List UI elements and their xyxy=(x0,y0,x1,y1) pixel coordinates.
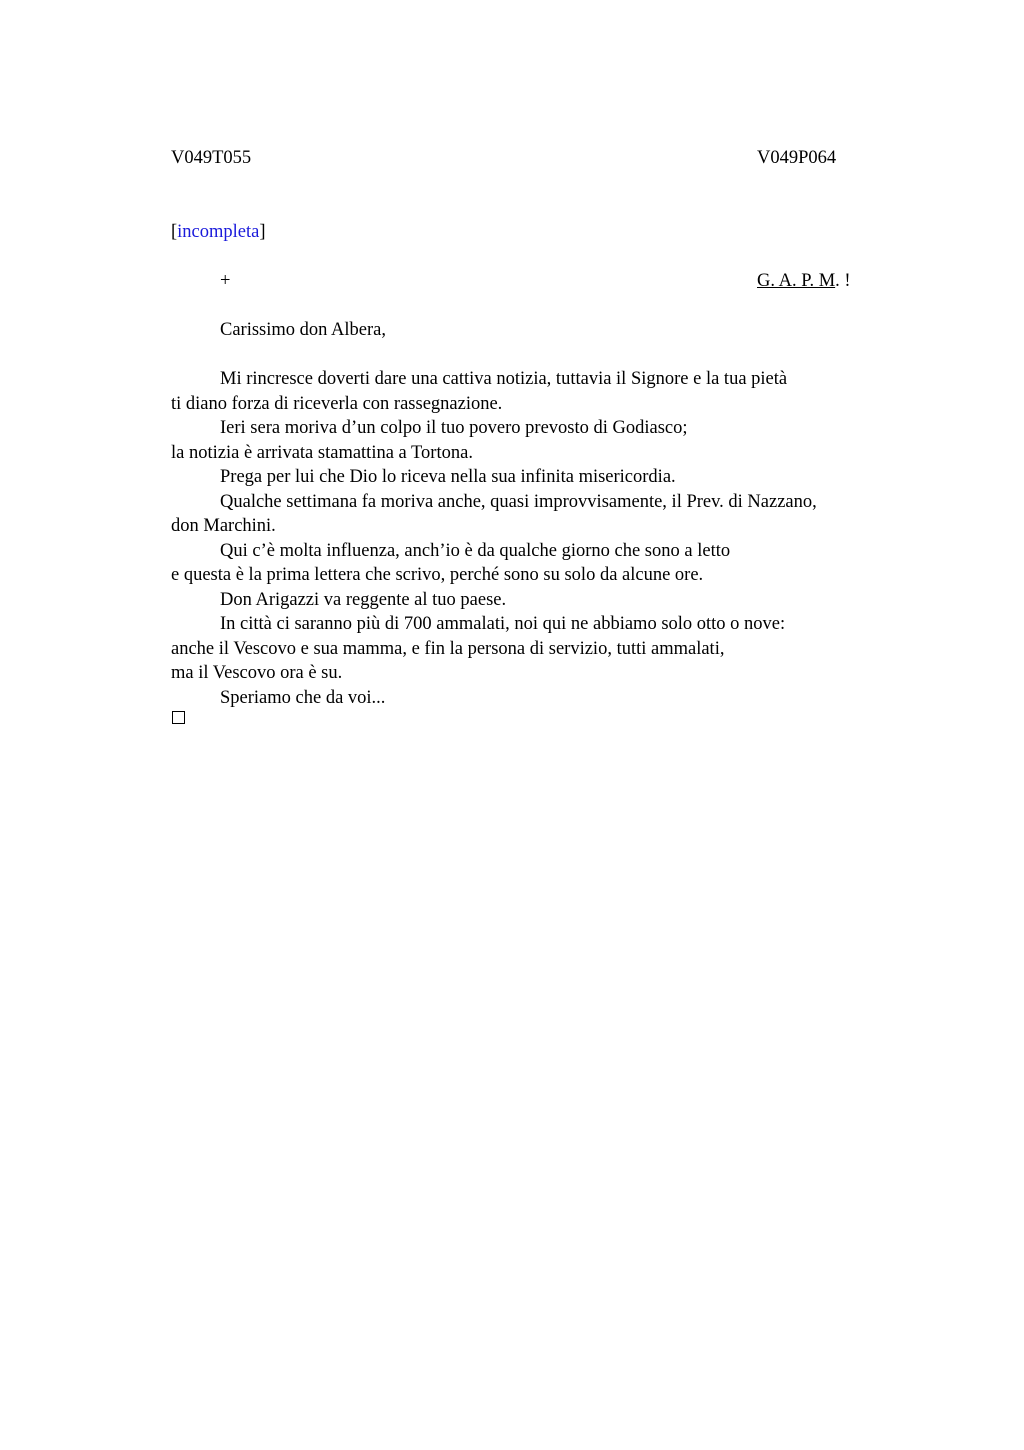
body-line: Qui c’è molta influenza, anch’io è da qualche giorno che sono a letto xyxy=(220,540,731,561)
body-line: anche il Vescovo e sua mamma, e fin la persona di servizio, tutti ammalati, xyxy=(171,638,725,659)
document-code-right: V049P064 xyxy=(757,148,837,168)
body-line: e questa è la prima lettera che scrivo, perché sono su solo da alcune ore. xyxy=(171,565,704,585)
status-close-bracket: ] xyxy=(259,222,266,242)
salutation: Carissimo don Albera, xyxy=(220,320,386,340)
motto-suffix: . ! xyxy=(835,271,851,291)
cross-symbol: + xyxy=(220,271,231,291)
status-label: incompleta xyxy=(177,222,260,242)
status-open-bracket: [ xyxy=(171,222,178,242)
body-line: Mi rincresce doverti dare una cattiva notizia, tuttavia il Signore e la tua pietà xyxy=(220,369,788,389)
motto-text: G. A. P. M xyxy=(757,271,836,291)
body-line: ma il Vescovo ora è su. xyxy=(171,663,343,683)
body-line: ti diano forza di riceverla con rassegnazione. xyxy=(171,393,503,414)
document-code-left: V049T055 xyxy=(171,148,252,168)
body-line: la notizia è arrivata stamattina a Tortona. xyxy=(171,442,473,463)
body-line: Prega per lui che Dio lo riceva nella sua infinita misericordia. xyxy=(220,467,676,487)
body-line: Qualche settimana fa moriva anche, quasi improvvisamente, il Prev. di Nazzano, xyxy=(220,491,817,512)
body-line: Speriamo che da voi... xyxy=(220,687,386,708)
body-line: Ieri sera moriva d’un colpo il tuo povero prevosto di Godiasco; xyxy=(220,418,688,438)
body-line: don Marchini. xyxy=(171,516,276,536)
body-line: In città ci saranno più di 700 ammalati, noi qui ne abbiamo solo otto o nove: xyxy=(220,614,786,634)
body-line: Don Arigazzi va reggente al tuo paese. xyxy=(220,589,507,610)
status-tag xyxy=(171,220,266,244)
empty-square-icon xyxy=(172,711,185,724)
motto xyxy=(757,269,851,293)
